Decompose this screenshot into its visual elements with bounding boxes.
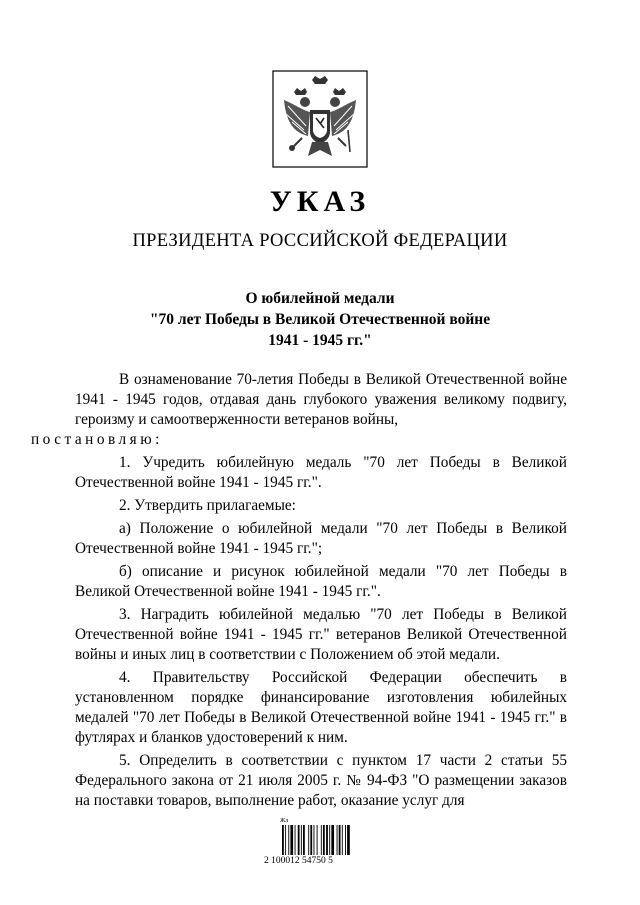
decree-title: УКАЗ <box>269 185 371 218</box>
clause-paragraph: 4. Правительству Российской Федерации обеспечить в установленном порядке финансирование изготовления юбилейных медалей "70 лет Победы в Великой Отечественной войне 1941 - 1945 гг." в футлярах и бланков удостоверений к ним. <box>75 669 567 746</box>
subject-line: О юбилейной медали <box>245 290 395 307</box>
subclause-paragraph: б) описание и рисунок юбилейной медали "70 лет Победы в Великой Отечественной войне 1941 - 1945 гг.". <box>75 563 567 600</box>
subject-line: "70 лет Победы в Великой Отечественной войне <box>149 311 491 328</box>
preamble-paragraph <box>31 370 567 450</box>
decree-issuer: ПРЕЗИДЕНТА РОССИЙСКОЙ ФЕДЕРАЦИИ <box>132 231 508 251</box>
russian-coat-of-arms-icon <box>272 70 368 168</box>
clause-paragraph: 1. Учредить юбилейную медаль "70 лет Победы в Великой Отечественной войне 1941 - 1945 гг.". <box>75 454 567 491</box>
decree-word: постановляю: <box>31 431 163 448</box>
clause-paragraph: 2. Утвердить прилагаемые: <box>119 497 296 514</box>
clause-paragraph: 5. Определить в соответствии с пунктом 17 части 2 статьи 55 Федерального закона от 21 июля 2005 г. № 94-ФЗ "О размещении заказов на поставки товаров, выполнение работ, оказание услуг для <box>75 752 567 809</box>
barcode-number: 2 100012 54750 5 <box>264 856 333 866</box>
decree-body <box>31 370 567 814</box>
decree-subject <box>0 288 640 351</box>
clause-paragraph: 3. Наградить юбилейной медалью "70 лет Победы в Великой Отечественной войне 1941 - 1945 гг." ветеранов Великой Отечественной войны и иных лиц в соответствии с Положением об этой медали. <box>75 606 567 663</box>
barcode <box>264 818 364 870</box>
barcode-icon <box>282 825 352 855</box>
subclause-paragraph: а) Положение о юбилейной медали "70 лет Победы в Великой Отечественной войне 1941 - 1945 гг."; <box>75 520 567 557</box>
subject-line: 1941 - 1945 гг." <box>268 332 372 349</box>
barcode-mark: Жл <box>280 818 289 824</box>
preamble-text: В ознаменование 70-летия Победы в Великой Отечественной войне 1941 - 1945 годов, отдавая дань глубокого уважения великому подвигу, героизму и самоотверженности ветеранов войны, <box>75 371 567 428</box>
